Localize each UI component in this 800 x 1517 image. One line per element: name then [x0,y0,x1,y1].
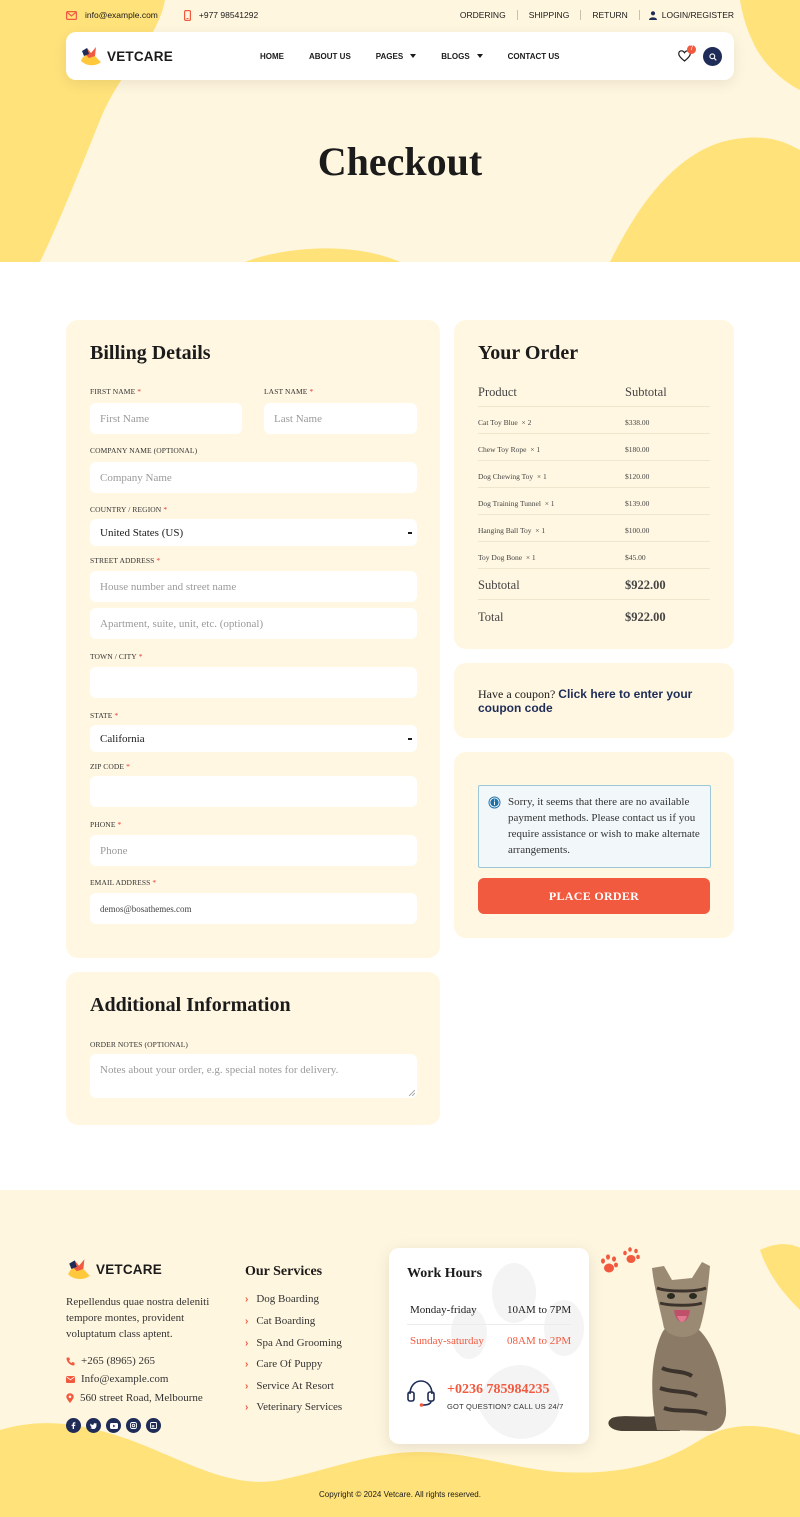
paw-heart-logo-icon [66,1257,92,1281]
service-link-label: Service At Resort [256,1380,334,1392]
search-icon [709,53,717,61]
youtube-glyph [110,1423,118,1429]
nav-pages[interactable] [376,52,416,61]
order-divider [478,406,710,407]
nav-about-label: ABOUT US [309,51,351,61]
phone-placeholder: Phone [100,844,128,857]
hotline-subtext: GOT QUESTION? CALL US 24/7 [447,1402,564,1411]
search-button[interactable] [703,47,722,66]
nav-contact-label: CONTACT US [507,51,560,61]
twitter-icon[interactable] [86,1418,101,1433]
coupon-text [478,687,718,715]
site-logo[interactable] [79,45,173,67]
order-divider [478,460,710,461]
top-bar [66,8,734,22]
order-item-price: $338.00 [625,418,650,427]
order-item-name [478,499,555,508]
street2-input[interactable] [90,608,417,639]
paw-watermark-icon [399,1258,589,1444]
order-item-title: Chew Toy Rope [478,445,527,454]
location-pin-icon [66,1393,74,1403]
select-arrow-icon [408,532,412,534]
logo-text: VETCARE [107,48,173,64]
order-item-title: Toy Dog Bone [478,553,523,562]
first-name-label [90,387,141,396]
nav-about[interactable] [309,52,351,61]
email-label-text: EMAIL ADDRESS [90,878,151,887]
street2-placeholder: Apartment, suite, unit, etc. (optional) [100,617,264,630]
facebook-icon[interactable] [66,1418,81,1433]
linkedin-icon[interactable] [146,1418,161,1433]
hours-divider [407,1324,571,1325]
hero-section [0,0,800,262]
nav-contact[interactable] [508,52,560,61]
envelope-icon [66,1376,75,1383]
first-name-placeholder: First Name [100,412,150,425]
top-link-return[interactable]: RETURN [580,10,638,20]
place-order-button[interactable]: PLACE ORDER [478,878,710,914]
state-select[interactable] [90,725,417,752]
hours-days: Sunday-saturday [410,1335,484,1347]
envelope-icon [66,11,77,20]
service-link[interactable] [245,1315,315,1327]
phone-icon [66,1357,75,1366]
town-label-text: TOWN / CITY [90,652,137,661]
last-name-label [264,387,313,396]
order-notes-label-text: ORDER NOTES (OPTIONAL) [90,1040,189,1049]
phone-label-text: PHONE [90,820,116,829]
order-subtotal-label: Subtotal [478,578,520,592]
order-notes-textarea[interactable] [90,1054,417,1098]
company-label [90,446,197,455]
linkedin-glyph [150,1422,157,1429]
required-mark: * [117,820,122,829]
company-placeholder: Company Name [100,471,172,484]
street-label [90,556,160,565]
order-item-name [478,445,540,454]
order-item-qty: × 1 [530,445,541,454]
top-email[interactable] [66,10,158,20]
page-title: Checkout [317,139,483,184]
nav-home[interactable] [260,52,284,61]
phone-input[interactable] [90,835,417,866]
work-hours-heading: Work Hours [407,1266,483,1281]
state-label-text: STATE [90,711,113,720]
country-label [90,505,167,514]
main-navbar [66,32,734,80]
town-input[interactable] [90,667,417,698]
service-link-label: Care Of Puppy [256,1358,323,1370]
order-item-qty: × 2 [521,418,532,427]
state-value: California [100,732,145,745]
first-name-input[interactable] [90,403,242,434]
order-divider [478,433,710,434]
order-total-value: $922.00 [625,610,666,624]
required-mark: * [163,505,168,514]
wishlist-count-badge: 7 [687,45,696,54]
order-item-price: $120.00 [625,472,650,481]
street-input[interactable] [90,571,417,602]
instagram-glyph [130,1422,137,1429]
login-register-text: LOGIN/REGISTER [661,10,734,20]
required-mark: * [137,387,142,396]
services-heading: Our Services [245,1264,323,1279]
nav-blogs[interactable] [441,52,482,61]
coupon-link[interactable]: Click here to enter your coupon code [478,687,693,715]
chevron-right-icon: › [245,1293,249,1305]
email-label [90,878,156,887]
service-link[interactable] [245,1337,342,1349]
order-notes-label [90,1040,188,1049]
order-item-price: $180.00 [625,445,650,454]
required-mark: * [114,711,119,720]
top-phone-text: +977 98541292 [198,10,259,20]
checkout-main [0,262,800,1190]
footer-email-text: Info@example.com [81,1373,169,1385]
resize-grip-icon[interactable] [409,1090,415,1096]
coupon-prompt: Have a coupon? [478,687,556,701]
top-link-ordering[interactable]: ORDERING [459,10,506,20]
order-col-subtotal: Subtotal [625,385,667,399]
order-item-title: Cat Toy Blue [478,418,518,427]
chevron-right-icon: › [245,1358,249,1370]
order-divider [478,541,710,542]
select-arrow-icon [408,738,412,740]
zip-label [90,762,130,771]
order-item-qty: × 1 [544,499,555,508]
footer-phone-text: +265 (8965) 265 [81,1355,156,1367]
info-icon [488,796,501,809]
country-label-text: COUNTRY / REGION [90,505,162,514]
work-hours-card [389,1248,589,1444]
required-mark: * [126,762,130,771]
service-link-label: Cat Boarding [256,1315,316,1327]
order-col-product: Product [478,385,517,399]
caret-down-icon [410,54,416,58]
chevron-right-icon: › [245,1315,249,1327]
login-register-link[interactable] [639,10,734,20]
service-link[interactable] [245,1380,334,1392]
first-name-label-text: FIRST NAME [90,387,136,396]
copyright-text: Copyright © 2024 Vetcare. All rights reserved. [319,1490,481,1499]
top-link-shipping[interactable]: SHIPPING [517,10,581,20]
email-input[interactable] [90,893,417,924]
order-divider [478,568,710,569]
cat-image [602,1248,730,1436]
nav-pages-label: PAGES [375,51,404,61]
footer-phone[interactable] [66,1355,155,1367]
wishlist-button[interactable] [678,46,694,67]
caret-down-icon [477,54,483,58]
zip-input[interactable] [90,776,417,807]
last-name-input[interactable] [264,403,417,434]
payment-card [454,752,734,938]
your-order-card [454,320,734,649]
zip-label-text: ZIP CODE [90,762,125,771]
order-item-qty: × 1 [535,526,546,535]
service-link[interactable] [245,1401,342,1413]
email-value: demos@bosathemes.com [100,903,192,914]
additional-heading: Additional Information [90,994,291,1016]
nav-menu [260,32,585,80]
service-link[interactable] [245,1293,319,1305]
service-link-label: Veterinary Services [256,1401,343,1413]
last-name-label-text: LAST NAME [264,387,308,396]
street-placeholder: House number and street name [100,580,237,593]
top-email-text: info@example.com [85,10,158,20]
paw-heart-logo-icon [79,45,103,67]
country-select[interactable] [90,519,417,546]
order-heading: Your Order [478,342,579,364]
hotline-number[interactable]: +0236 785984235 [447,1382,550,1397]
phone-label [90,820,121,829]
order-divider [478,599,710,600]
order-item-price: $45.00 [625,553,646,562]
order-divider [478,487,710,488]
headset-icon [406,1379,436,1407]
hours-time: 08AM to 2PM [507,1335,572,1347]
footer-description: Repellendus quae nostra deleniti tempore montes, provident voluptatum class aptent. [66,1296,210,1340]
user-icon [649,11,657,20]
nav-blogs-label: BLOGS [441,51,470,61]
order-item-qty: × 1 [536,472,547,481]
street-label-text: STREET ADDRESS [90,556,155,565]
service-link[interactable] [245,1358,322,1370]
footer-address-text: 560 street Road, Melbourne [80,1392,203,1404]
site-footer [0,1190,800,1517]
mobile-phone-icon [184,10,191,21]
facebook-glyph [70,1422,77,1429]
additional-info-card [66,972,440,1125]
hours-time: 10AM to 7PM [507,1304,572,1316]
footer-logo[interactable] [66,1257,162,1281]
order-item-title: Dog Training Tunnel [478,499,541,508]
company-input[interactable] [90,462,417,493]
payment-notice [478,785,711,868]
order-item-name [478,526,545,535]
instagram-icon[interactable] [126,1418,141,1433]
billing-details-card [66,320,440,958]
service-link-label: Dog Boarding [256,1293,319,1305]
coupon-card [454,663,734,738]
footer-logo-text: VETCARE [96,1261,162,1277]
hours-days: Monday-friday [410,1304,477,1316]
company-label-text: COMPANY NAME (OPTIONAL) [90,446,198,455]
order-item-title: Dog Chewing Toy [478,472,534,481]
payment-notice-text: Sorry, it seems that there are no available payment methods. Please contact us if you require assistance or wish to make alternate arrangements. [508,796,700,856]
chevron-right-icon: › [245,1337,249,1349]
top-links [449,10,734,20]
required-mark: * [309,387,314,396]
order-item-name [478,553,536,562]
service-link-label: Spa And Grooming [256,1337,342,1349]
chevron-right-icon: › [245,1380,249,1392]
chevron-right-icon: › [245,1401,249,1413]
order-item-name [478,418,531,427]
order-item-title: Hanging Ball Toy [478,526,532,535]
order-subtotal-value: $922.00 [625,578,666,592]
required-mark: * [156,556,161,565]
required-mark: * [152,878,157,887]
footer-email[interactable] [66,1373,168,1385]
nav-home-label: HOME [260,51,284,61]
twitter-glyph [90,1423,97,1429]
order-item-price: $100.00 [625,526,650,535]
order-item-price: $139.00 [625,499,650,508]
order-divider [478,514,710,515]
country-value: United States (US) [100,526,184,539]
top-phone[interactable] [184,10,258,21]
order-item-name [478,472,547,481]
order-notes-placeholder: Notes about your order, e.g. special notes for delivery. [100,1064,339,1076]
required-mark: * [138,652,143,661]
town-label [90,652,143,661]
footer-address [66,1392,203,1404]
billing-heading: Billing Details [90,342,211,364]
youtube-icon[interactable] [106,1418,121,1433]
last-name-placeholder: Last Name [274,412,322,425]
order-total-label: Total [478,610,504,624]
state-label [90,711,118,720]
order-item-qty: × 1 [525,553,536,562]
